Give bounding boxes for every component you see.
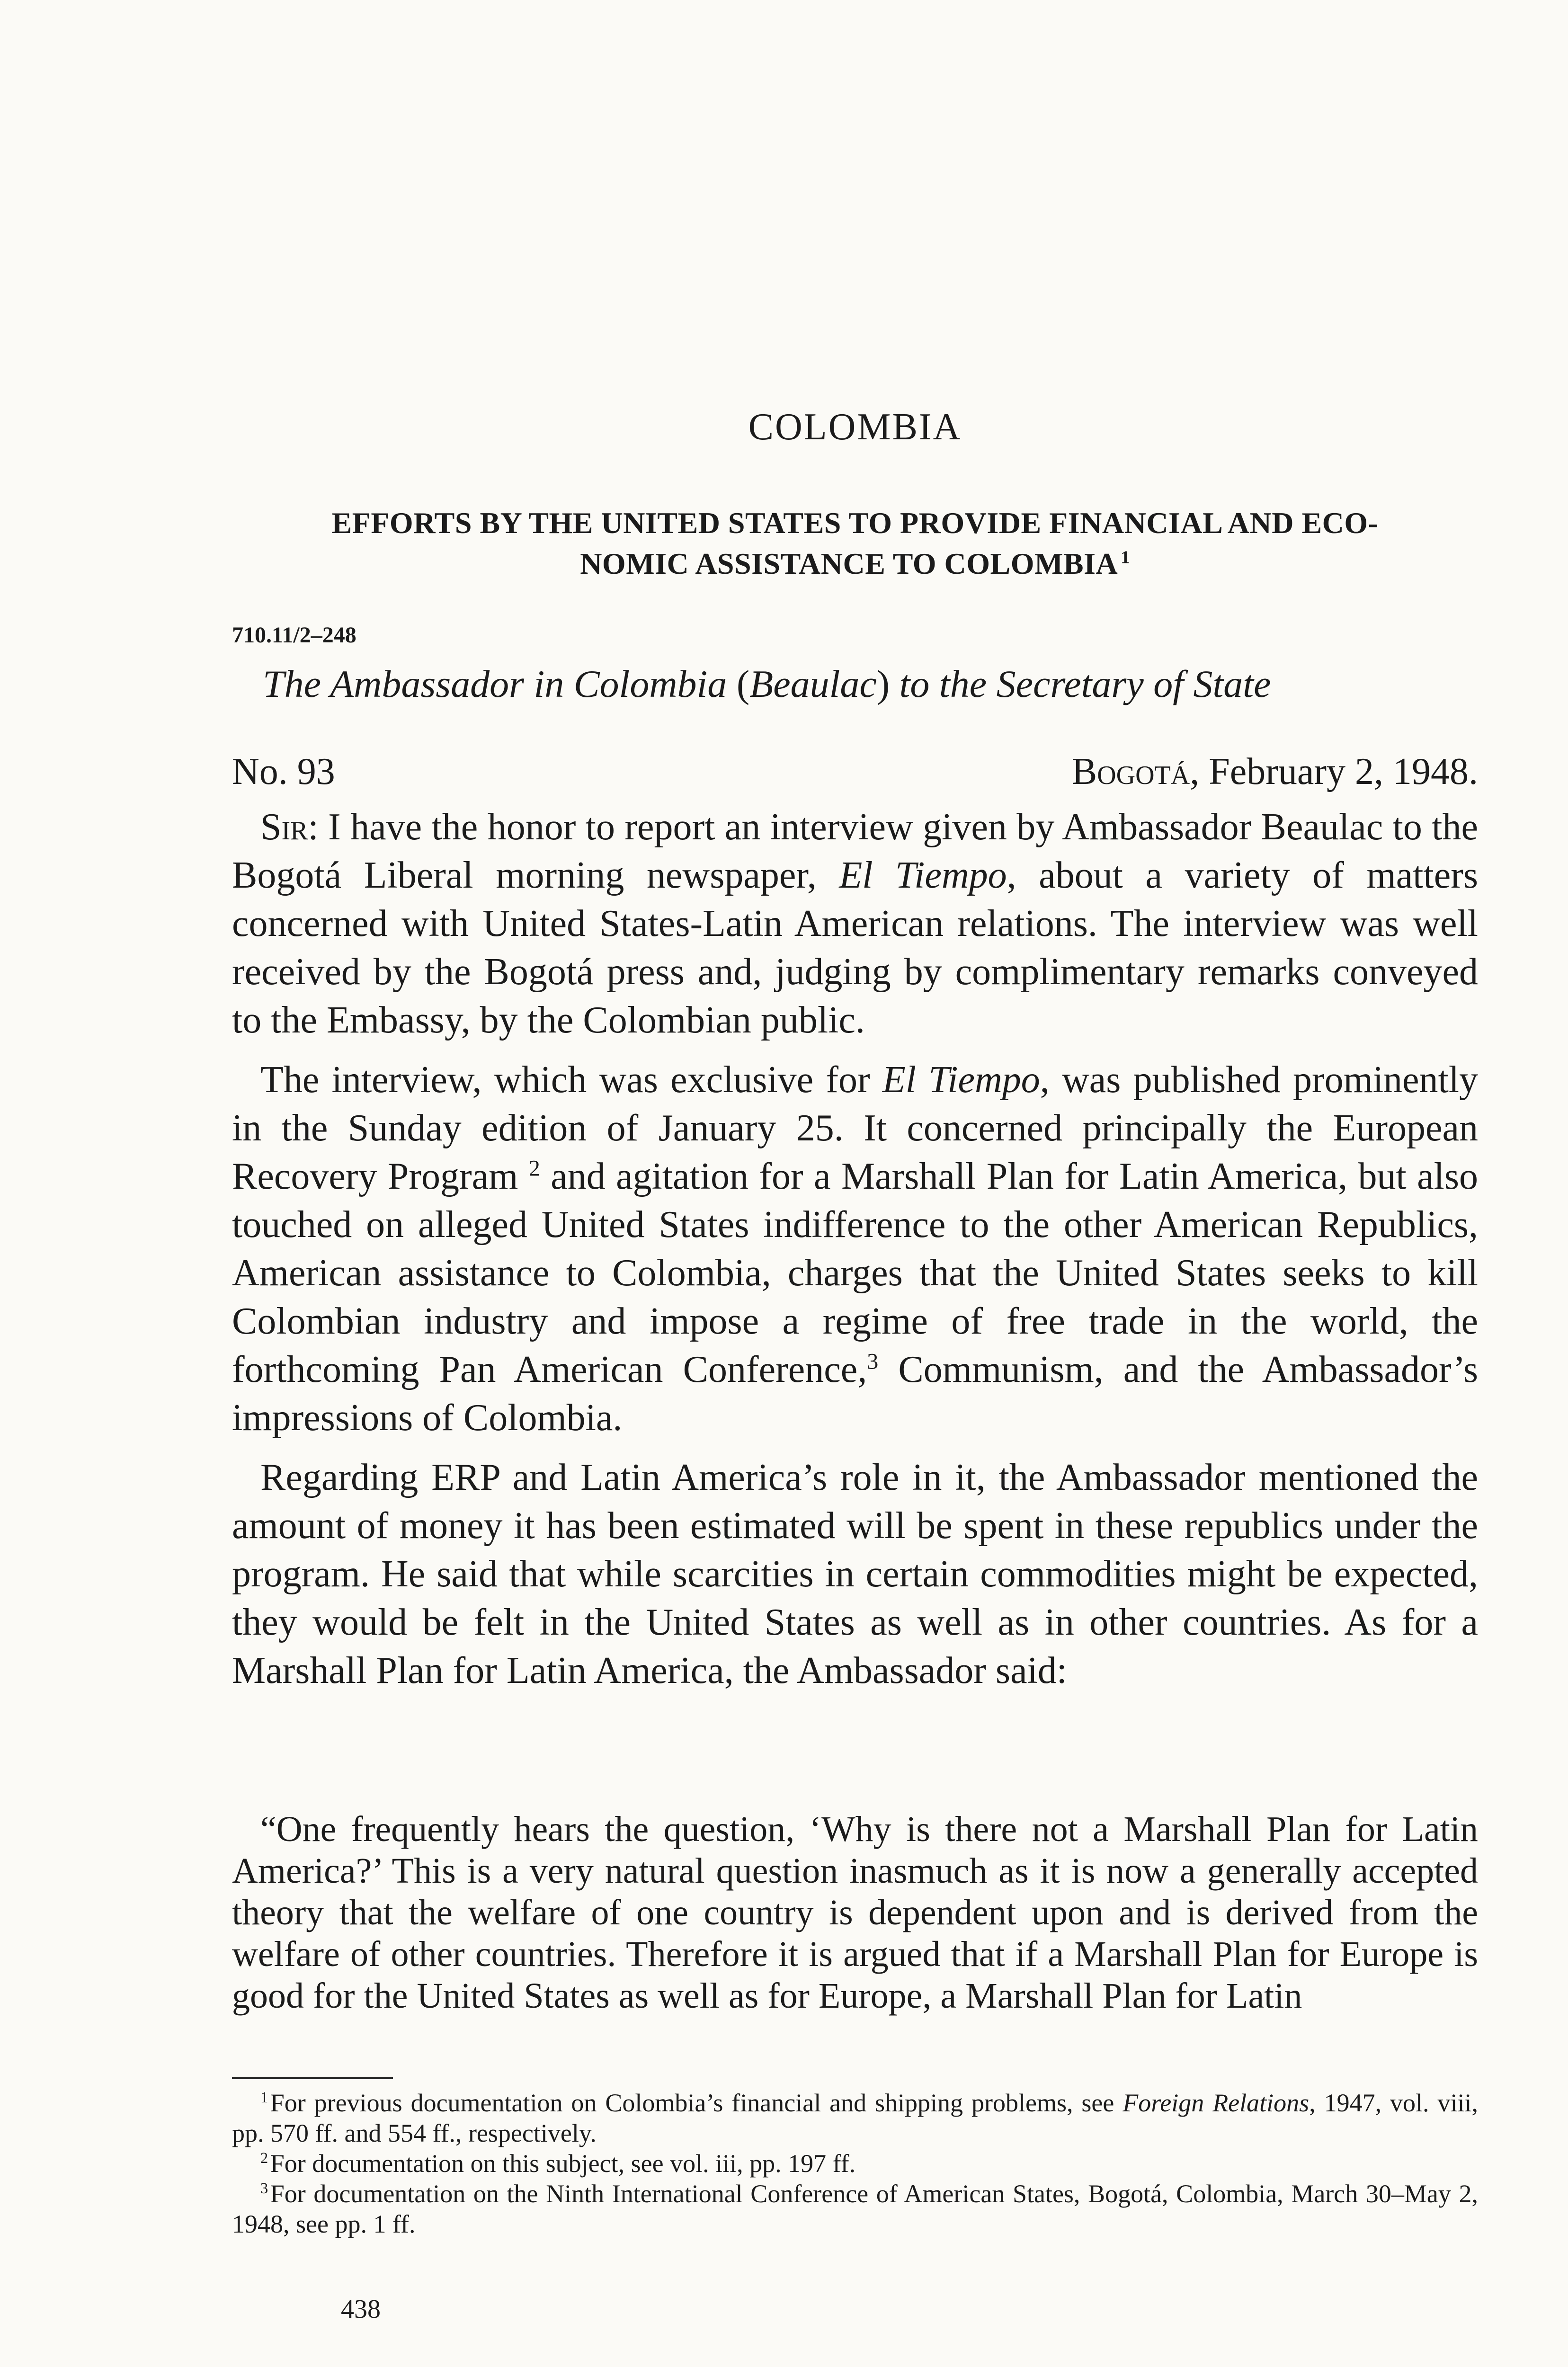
- section-title: [232, 503, 1478, 584]
- footnote-number: 3: [260, 2180, 268, 2197]
- paragraph-1: [232, 803, 1478, 1044]
- paragraph-2-c: and agitation for a Marshall Plan for Latin America, but also touched on alleged United States indifference to the other American Republics, American assistance to Colombia, charges that the United States seeks to kill Colombian industry and impose a regime of free trade in the world, the forthcoming Pan American Conference,: [232, 1156, 1479, 1390]
- paragraph-1-a: : I have the honor to report an interview given by Ambassador Beaulac to the Bogotá Liberal morning newspaper,: [232, 806, 1478, 896]
- footnote-ref-1: 1: [1121, 547, 1130, 568]
- newspaper-name: El Tiempo: [839, 854, 1007, 896]
- paragraph-2: [232, 1056, 1478, 1442]
- paragraph-2-b: , was published prominently in the Sunday edition of January 25. It concerned principally the European Recovery Program: [232, 1059, 1479, 1197]
- newspaper-name: El Tiempo: [882, 1059, 1040, 1101]
- footnote-3-text: For documentation on the Ninth International Conference of American States, Bogotá, Colombia, March 30–May 2, 1948, see pp. 1 ff.: [232, 2180, 1478, 2238]
- footnote-number: 2: [260, 2150, 268, 2167]
- footnote-number: 1: [260, 2089, 268, 2106]
- footnote-1-b: , 1947, vol. viii, pp. 570 ff. and 554 ff., respectively.: [232, 2089, 1479, 2147]
- paragraph-2-d: Communism, and the Ambassador’s impressions of Colombia.: [232, 1349, 1478, 1439]
- footnote-1-italic: Foreign Relations: [1123, 2089, 1310, 2117]
- place-date: [1072, 748, 1478, 795]
- heading-part-1: The Ambassador in Colombia: [263, 662, 727, 705]
- section-title-line-2-text: NOMIC ASSISTANCE TO COLOMBIA: [580, 547, 1118, 580]
- footnotes: [232, 2088, 1478, 2239]
- salutation: Sir: [260, 806, 308, 848]
- paragraph-2-a: The interview, which was exclusive for: [260, 1059, 882, 1101]
- place: Bogotá: [1071, 751, 1190, 792]
- country-heading: COLOMBIA: [748, 406, 962, 448]
- footnote-1: [232, 2088, 1478, 2148]
- footnote-1-a: For previous documentation on Colombia’s financial and shipping problems, see: [270, 2089, 1123, 2117]
- heading-paren-open: (: [736, 662, 750, 705]
- footnote-3: [232, 2179, 1478, 2239]
- block-quote: “One frequently hears the question, ‘Why is there not a Marshall Plan for Latin America?’ This is a very natural question inasmuch as it is now a generally accepted theory that the welfare of one country is dependent upon and is derived from the welfare of other countries. Therefore it is argued that if a Marshall Plan for Europe is good for the United States as well as for Europe, a Marshall Plan for Latin: [232, 1809, 1478, 2016]
- document-heading: [263, 658, 1478, 710]
- section-title-line-2: [232, 543, 1478, 584]
- section-title-line-1: EFFORTS BY THE UNITED STATES TO PROVIDE FINANCIAL AND ECO-: [331, 506, 1379, 540]
- document-number: No. 93: [232, 751, 335, 792]
- heading-paren-close: ): [876, 662, 890, 705]
- footnote-2: [232, 2148, 1478, 2179]
- file-number: 710.11/2–248: [232, 623, 356, 648]
- heading-part-2: to the Secretary of State: [899, 662, 1271, 705]
- dateline: [232, 748, 1478, 795]
- paragraph-3: Regarding ERP and Latin America’s role in it, the Ambassador mentioned the amount of money it has been estimated will be spent in these republics under the program. He said that while scarcities in certain commodities might be expected, they would be felt in the United States as well as in other countries. As for a Marshall Plan for Latin America, the Ambassador said:: [232, 1457, 1478, 1691]
- page-number: 438: [341, 2295, 381, 2324]
- paragraph-1-b: , about a variety of matters concerned with United States-Latin American relations. The interview was well received by the Bogotá press and, judging by complimentary remarks conveyed to the Embassy, by the Colombian public.: [232, 854, 1478, 1041]
- footnote-2-text: For documentation on this subject, see vol. iii, pp. 197 ff.: [270, 2149, 856, 2178]
- footnote-ref-3: 3: [867, 1349, 879, 1374]
- footnote-ref-2: 2: [528, 1156, 540, 1181]
- date: , February 2, 1948.: [1190, 751, 1478, 792]
- heading-name: Beaulac: [749, 662, 877, 705]
- letter-body: [232, 803, 1478, 1695]
- footnote-divider: [232, 2077, 393, 2079]
